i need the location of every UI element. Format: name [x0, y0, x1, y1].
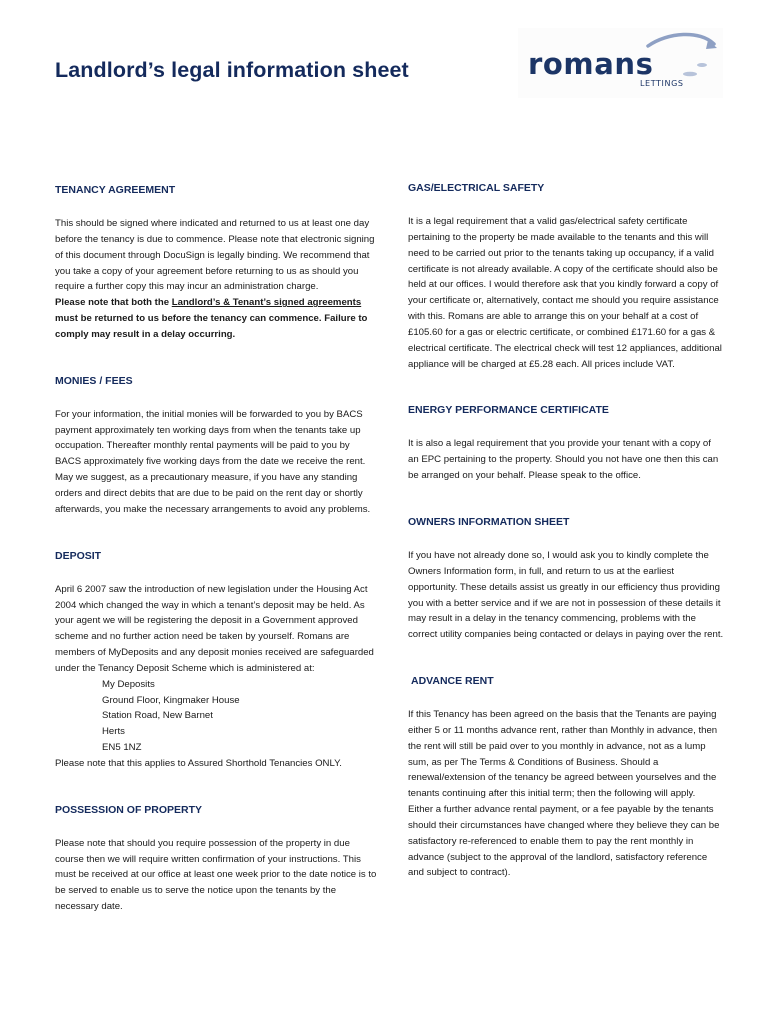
underlined-text: Landlord’s & Tenant’s signed agreements	[171, 297, 362, 309]
epc-paragraph	[408, 436, 733, 484]
text-line: the rent will still be paid over to you monthly in advance, not as a lump	[408, 740, 706, 752]
text-line: members of MyDeposits and any deposit monies received are safeguarded	[55, 647, 374, 659]
tenancy-warning-line	[55, 295, 385, 311]
tenancy-paragraph	[55, 216, 385, 343]
text-line: This should be signed where indicated and returned to us at least one day	[55, 218, 370, 229]
deposit-heading: DEPOSIT	[55, 549, 102, 562]
advance-paragraph	[408, 707, 733, 881]
text-line: course then we will require written confirmation of your instructions. This	[55, 853, 361, 865]
owners-paragraph	[408, 548, 733, 643]
bold-line: must be returned to us before the tenancy can commence. Failure to	[55, 313, 368, 325]
text-line: before the tenancy is due to commence. Please note that electronic signing	[55, 233, 375, 245]
text-line: require a further copy this may incur an administration charge.	[55, 281, 319, 293]
deposit-paragraph	[55, 582, 385, 772]
text-line: be served to enable us to serve the notice upon the tenants by the	[55, 885, 337, 897]
text-line: and subject to contract).	[408, 867, 511, 879]
text-line: of this document through DocuSign is legally binding. We recommend that	[55, 249, 370, 261]
logo-wordmark: romans	[528, 47, 654, 81]
text-line: your agent we will be registering the deposit in a Government approved	[55, 615, 358, 627]
bold-text: Please note that both the	[55, 297, 172, 309]
bold-line: comply may result in a delay occurring.	[55, 328, 236, 340]
text-line: Either a further advance rental payment, or a fee payable by the tenants	[408, 804, 714, 816]
text-line: April 6 2007 saw the introduction of new legislation under the Housing Act	[55, 583, 368, 595]
text-line: It is a legal requirement that a valid gas/electrical safety certificate	[408, 216, 688, 227]
monies-paragraph	[55, 407, 385, 518]
gas-paragraph	[408, 214, 733, 372]
address-line: My Deposits	[102, 678, 155, 690]
text-line: advance (subject to the approval of the landlord, satisfactory reference	[408, 851, 708, 863]
text-line: BACS approximately five working days from the date we receive the rent.	[55, 456, 366, 468]
monies-heading: MONIES / FEES	[55, 374, 133, 387]
text-line: appliance will be charged at £5.28 each. All prices include VAT.	[408, 358, 675, 370]
advance-heading: ADVANCE RENT	[411, 675, 494, 688]
text-line: May we suggest, as a precautionary measure, if you have any standing	[55, 472, 358, 484]
text-line: occupation. Thereafter monthly rental payments will be paid to you by	[55, 440, 350, 452]
text-line: afterwards, you make the necessary arrangements to avoid any problems.	[55, 503, 371, 515]
text-line: Owners Information form, in full, and return to us at the earliest	[408, 565, 675, 577]
text-line: must be received at our office at least one week prior to the date notice is to	[55, 869, 377, 881]
text-line: under the Tenancy Deposit Scheme which is administered at:	[55, 662, 315, 674]
deposit-note: Please note that this applies to Assured Shorthold Tenancies ONLY.	[55, 757, 342, 769]
text-line: It is also a legal requirement that you provide your tenant with a copy of	[408, 438, 711, 450]
text-line: renewal/extension of the tenancy be agreed between yourselves and the	[408, 772, 717, 784]
left-column	[55, 183, 385, 915]
text-line: For your information, the initial monies will be forwarded to you by BACS	[55, 408, 363, 420]
address-line: Ground Floor, Kingmaker House	[102, 694, 240, 706]
text-line: scheme and no further action need be taken by yourself. Romans are	[55, 631, 350, 643]
text-line: 2004 which changed the way in which a tenant’s deposit may be held. As	[55, 599, 365, 611]
text-line: your certificate or, alternatively, contact me should you require assistance	[408, 295, 719, 307]
text-line: should their circumstances have changed where they believe they can be	[408, 819, 720, 831]
text-line: you with a better service and if we are not in possession of these details it	[408, 597, 721, 609]
text-line: an EPC pertaining to the property. Should you not have one then this can	[408, 454, 719, 466]
text-line: pertaining to the property be made available to the tenants and this will	[408, 231, 709, 243]
text-line: necessary date.	[55, 901, 123, 913]
gas-heading: GAS/ELECTRICAL SAFETY	[408, 182, 545, 194]
text-line: need to be carried out prior to the tenants taking up occupancy, if a valid	[408, 247, 714, 259]
text-line: correct utility companies being contacted or delays in paying over the rent.	[408, 629, 724, 641]
text-line: £105.60 for a gas or electric certificate, or combined £171.60 for a gas &	[408, 326, 716, 338]
text-line: payment approximately ten working days from when the tenants take up	[55, 424, 361, 436]
address-line: Herts	[102, 726, 125, 738]
text-line: either 5 or 11 months advance rent, rather than Monthly in advance, then	[408, 724, 718, 736]
text-line: If you have not already done so, I would ask you to kindly complete the	[408, 549, 709, 561]
text-line: you take a copy of your agreement before returning to us as should you	[55, 265, 359, 277]
address-line: EN5 1NZ	[102, 742, 142, 754]
tenancy-heading: TENANCY AGREEMENT	[55, 184, 176, 196]
text-line: with this. Romans are able to arrange this on your behalf at a cost of	[408, 311, 699, 323]
page-title: Landlord’s legal information sheet	[55, 58, 409, 82]
text-line: may result in a delay in the tenancy commencing, problems with the	[408, 613, 696, 625]
text-line: If this Tenancy has been agreed on the basis that the Tenants are paying	[408, 709, 717, 721]
text-line: electrical certificate. The electrical check will test 12 appliances, additional	[408, 342, 722, 354]
text-line: opportunity. These details assist us greatly in our efficiency thus providing	[408, 581, 720, 593]
text-line: sum, as per The Terms & Conditions of Business. Should a	[408, 756, 659, 768]
text-line: be arranged on your behalf. Please speak to the office.	[408, 470, 641, 482]
romans-logo	[518, 28, 723, 98]
text-line: satisfactory re-referenced to enable them to pay the rent monthly in	[408, 835, 694, 847]
right-column	[408, 181, 733, 881]
logo-subtitle: LETTINGS	[640, 79, 684, 88]
owners-heading: OWNERS INFORMATION SHEET	[408, 515, 570, 528]
text-line: tenants continuing after this initial term; then the following will apply.	[408, 788, 696, 800]
text-line: orders and direct debits that are due to be paid on the rent day or shortly	[55, 487, 363, 499]
possession-paragraph	[55, 836, 385, 915]
epc-heading: ENERGY PERFORMANCE CERTIFICATE	[408, 404, 609, 417]
address-line: Station Road, New Barnet	[102, 710, 213, 722]
text-line: Please note that should you require possession of the property in due	[55, 837, 350, 849]
possession-heading: POSSESSION OF PROPERTY	[55, 803, 203, 816]
text-line: held at our offices. I would therefore ask that you kindly forward a copy of	[408, 279, 719, 291]
text-line: certificate is not already available. A copy of the certificate should also be	[408, 263, 718, 275]
